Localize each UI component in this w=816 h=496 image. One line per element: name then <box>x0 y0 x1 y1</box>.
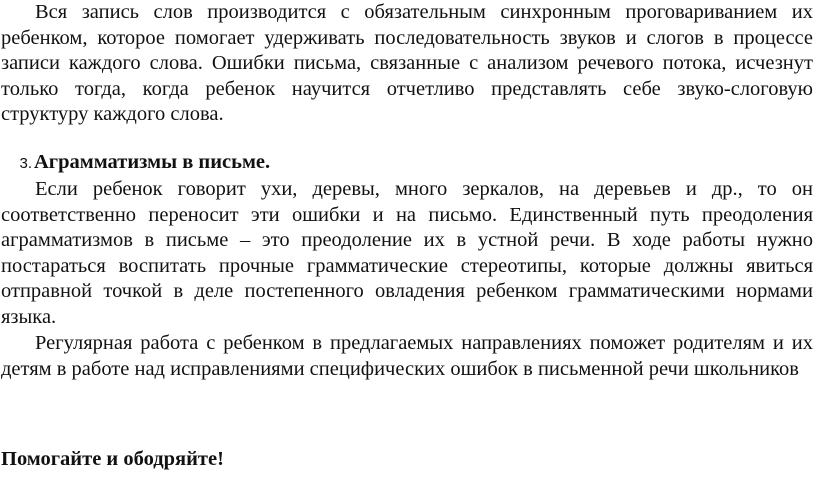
section-number: 3. <box>19 155 32 172</box>
section-title: Аграмматизмы в письме. <box>34 151 271 173</box>
paragraph-regular-work: Регулярная работа с ребенком в предлагаемых направлениях поможет родителям и их детям в работе над исправлениями специфических ошибок в письменной речи школьников <box>1 332 813 380</box>
paragraph-syllable-structure: Вся запись слов производится с обязательным синхронным проговариванием их ребенком, которое помогает удерживать последовательность звуков и слогов в процессе записи каждого слова. Ошибки письма, связанные с анализом речевого потока, исчезнут только тогда, когда ребенок научится отчетливо представлять себе звуко-слоговую структуру каждого слова. <box>1 1 813 126</box>
section-heading <box>0 149 270 175</box>
closing-slogan: Помогайте и ободряйте! <box>1 448 224 470</box>
paragraph-agrammatisms: Если ребенок говорит ухи, деревы, много зеркалов, на деревьев и др., то он соответственно переносит эти ошибки и на письмо. Единственный путь преодоления аграмматизмов в письме – это преодоление их в устной речи. В ходе работы нужно постараться воспитать прочные грамматические стереотипы, которые должны явиться отправной точкой в деле постепенного овладения ребенком грамматическими нормами языка. <box>1 178 813 328</box>
